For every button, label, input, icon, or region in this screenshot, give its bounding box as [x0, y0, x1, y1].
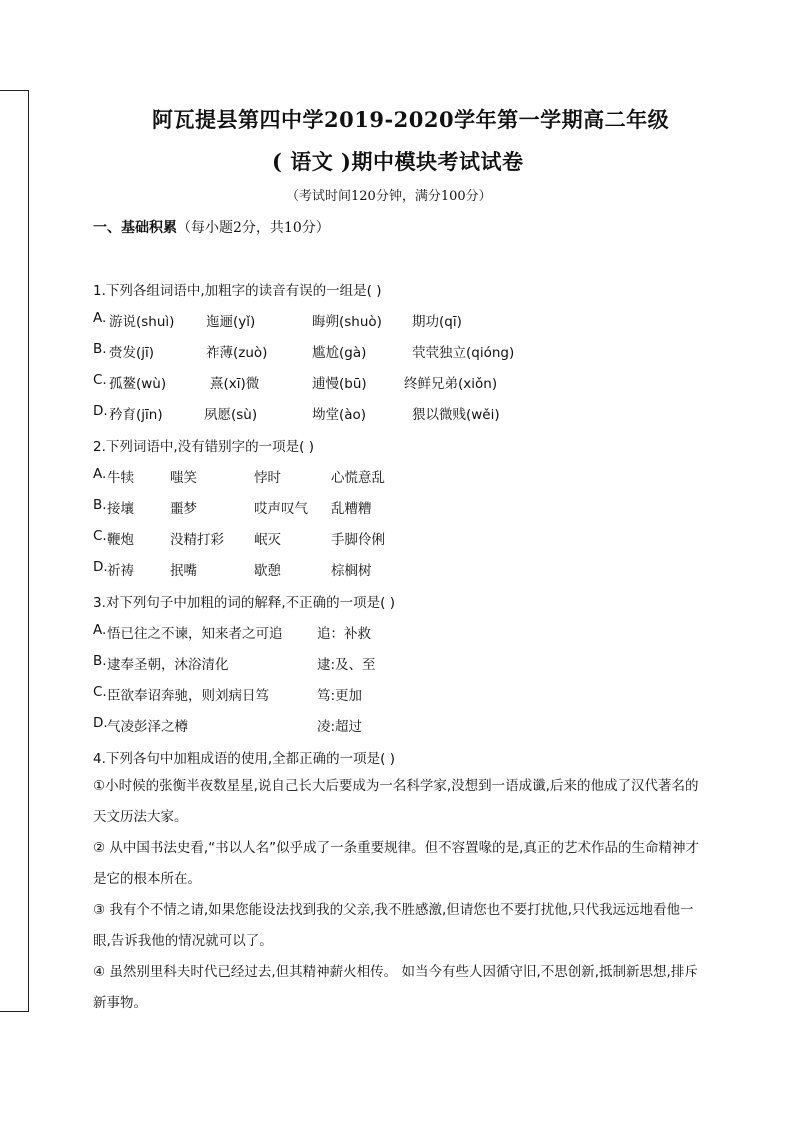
option-word: 孤鳌(wù): [109, 376, 167, 392]
option-word: 抿嘴: [170, 563, 197, 579]
q3-stem: 3.对下列句子中加粗的词的解释,不正确的一项是( ): [93, 595, 395, 611]
option-word: 猥以微贱(wěi): [412, 407, 500, 423]
q3-option-a: [93, 622, 713, 642]
section-heading: [93, 217, 330, 237]
option-word: 歇憩: [254, 563, 281, 579]
option-label: D.: [93, 715, 108, 731]
q2-stem: 2.下列词语中,没有错别字的一项是( ): [93, 439, 314, 455]
q1-option-d: [93, 403, 713, 423]
option-word: 岷灭: [254, 532, 281, 548]
q2-option-c: [93, 528, 713, 548]
option-word: 晦朔(shuò): [312, 314, 382, 330]
q3-option-b: [93, 653, 713, 673]
q4-item-2: ② 从中国书法史看,“书以人名”似乎成了一条重要规律。但不容置喙的是,真正的艺术作品的生命精神才是它的根本所在。: [93, 840, 699, 887]
binding-margin-line: [0, 90, 29, 1012]
option-word: 牛犊: [107, 470, 134, 486]
option-label: C.: [93, 684, 107, 700]
q1-option-c: [93, 372, 713, 392]
q4-item-1: ①小时候的张衡半夜数星星,说自己长大后要成为一名科学家,没想到一语成谶,后来的他成了汉代著名的天文历法大家。: [93, 778, 699, 825]
q2-option-b: [93, 497, 713, 517]
option-label: A.: [93, 310, 107, 326]
option-word: 噩梦: [170, 501, 197, 517]
option-word: 茕茕独立(qióng): [412, 345, 515, 361]
option-label: B.: [93, 341, 107, 357]
option-sentence: 臣欲奉诏奔驰，则刘病日笃: [107, 688, 269, 704]
option-word: 矜育(jīn): [109, 407, 163, 423]
q4-item-4: ④ 虽然别里科夫时代已经过去,但其精神薪火相传。 如当今有些人因循守旧,不思创新,抵制新思想,排斥新事物。: [93, 964, 698, 1011]
option-sentence: 逮奉圣朝，沐浴清化: [107, 657, 229, 673]
option-sentence: 悟已往之不谏，知来者之可追: [107, 626, 283, 642]
exam-title-line2: ( 语文 )期中模块考试试卷: [272, 149, 524, 174]
option-word: 乱糟糟: [331, 501, 372, 517]
option-word: 期功(qī): [412, 314, 462, 330]
q3-option-c: [93, 684, 713, 704]
option-word: 终鲜兄弟(xiǒn): [404, 376, 498, 392]
q2-option-d: [93, 559, 713, 579]
option-word: 祚薄(zuò): [206, 345, 268, 361]
option-word: 坳堂(ào): [312, 407, 367, 423]
section-note: （每小题2分，共10分）: [177, 220, 330, 236]
option-word: 赍发(jī): [109, 345, 155, 361]
option-label: D.: [93, 403, 108, 419]
option-label: D.: [93, 559, 108, 575]
q1-stem: 1.下列各组词语中,加粗字的读音有误的一组是( ): [93, 283, 382, 299]
option-word: 哎声叹气: [254, 501, 308, 517]
option-gloss: 逮:及、至: [317, 657, 376, 673]
option-word: 鞭炮: [107, 532, 134, 548]
option-label: B.: [93, 497, 107, 513]
option-sentence: 气凌彭泽之樽: [107, 719, 188, 735]
option-word: 接壤: [107, 501, 134, 517]
option-word: 祈祷: [107, 563, 134, 579]
option-word: 嗤笑: [170, 470, 197, 486]
option-word: 心慌意乱: [331, 470, 385, 486]
option-gloss: 凌:超过: [317, 719, 363, 735]
option-word: 逋慢(bū): [312, 376, 367, 392]
q4-stem: 4.下列各句中加粗成语的使用,全都正确的一项是( ): [93, 751, 395, 767]
exam-time-note: （考试时间120分钟，满分100分）: [286, 189, 492, 204]
option-word: 手脚伶俐: [331, 532, 385, 548]
q1-option-b: [93, 341, 713, 361]
section-title: 一、基础积累: [93, 220, 177, 236]
option-label: A.: [93, 622, 107, 638]
option-gloss: 追：补救: [317, 626, 371, 642]
option-word: 棕榈树: [331, 563, 372, 579]
q4-item-3: ③ 我有个不情之请,如果您能设法找到我的父亲,我不胜感激,但请您也不要打扰他,只代我远远地看他一眼,告诉我他的情况就可以了。: [93, 902, 694, 949]
option-word: 尴尬(gà): [312, 345, 367, 361]
option-gloss: 笃:更加: [317, 688, 363, 704]
option-label: C.: [93, 528, 107, 544]
option-label: B.: [93, 653, 107, 669]
option-word: 游说(shuì): [109, 314, 175, 330]
option-word: 没精打彩: [170, 532, 224, 548]
option-word: 熹(xī)微: [210, 376, 260, 392]
exam-title-line1: 阿瓦提县第四中学2019-2020学年第一学期高二年级: [152, 107, 670, 132]
option-word: 迤逦(yǐ): [206, 314, 256, 330]
option-word: 悖时: [254, 470, 281, 486]
option-word: 夙愿(sù): [204, 407, 258, 423]
option-label: C.: [93, 372, 107, 388]
q1-option-a: [93, 310, 713, 330]
q3-option-d: [93, 715, 713, 735]
option-label: A.: [93, 466, 107, 482]
q2-option-a: [93, 466, 713, 486]
